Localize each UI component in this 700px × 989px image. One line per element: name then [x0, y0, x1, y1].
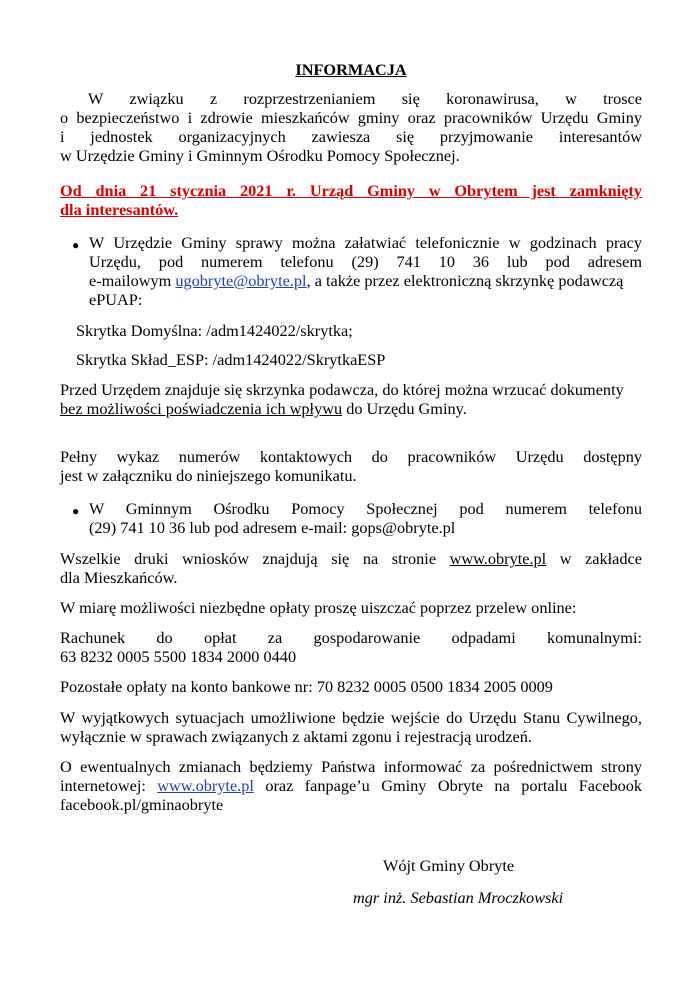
website-link[interactable]: www.obryte.pl [449, 549, 547, 568]
forms-line: Wszelkie druki wniosków znajdują się na stronie www.obryte.pl w zakładce [60, 549, 642, 568]
usc-line: W wyjątkowych sytuacjach umożliwione będzie wejście do Urzędu Stanu Cywilnego, [60, 708, 642, 727]
closed-notice-line: dla interesantów. [60, 200, 179, 219]
changes-line: O ewentualnych zmianach będziemy Państwa informować za pośrednictwem strony [60, 757, 642, 776]
mailbox-line: Przed Urzędem znajduje się skrzynka podawcza, do której można wrzucać dokumenty [60, 380, 624, 399]
email-link[interactable]: ugobryte@obryte.pl [175, 271, 307, 290]
bullet-gops-line: W Gminnym Ośrodku Pomocy Społecznej pod numerem telefonu [89, 499, 642, 518]
changes-line: facebook.pl/gminaobryte [60, 795, 224, 814]
intro-line: W związku z rozprzestrzenianiem się koronawirusa, w trosce [88, 89, 642, 108]
skrytka-sklad-esp: Skrytka Skład_ESP: /adm1424022/SkrytkaESP [76, 350, 386, 369]
forms-line: dla Mieszkańców. [60, 568, 178, 587]
document-title: INFORMACJA [295, 60, 407, 79]
changes-line: internetowej: www.obryte.pl oraz fanpage’u Gminy Obryte na portalu Facebook [60, 776, 643, 795]
contacts-line: jest w załączniku do niniejszego komunikatu. [60, 466, 357, 485]
intro-line: o bezpieczeństwo i zdrowie mieszkańców gminy oraz pracowników Urzędu Gminy [60, 108, 642, 127]
waste-account-number: 63 8232 0005 5500 1834 2000 0440 [60, 647, 297, 666]
contacts-line: Pełny wykaz numerów kontaktowych do pracowników Urzędu dostępny [60, 447, 642, 466]
skrytka-domyslna: Skrytka Domyślna: /adm1424022/skrytka; [76, 321, 353, 340]
bullet-icon: ● [72, 238, 80, 252]
bullet-urzad-line: Urzędu, pod numerem telefonu (29) 741 10 36 lub pod adresem [89, 252, 642, 271]
payments-text: W miarę możliwości niezbędne opłaty proszę uiszczać poprzez przelew online: [60, 598, 577, 617]
signature-name: mgr inż. Sebastian Mroczkowski [353, 888, 564, 907]
other-fees-text: Pozostałe opłaty na konto bankowe nr: 70 8232 0005 0500 1834 2005 0009 [60, 677, 553, 696]
signature-role: Wójt Gminy Obryte [383, 856, 515, 875]
intro-line: w Urzędzie Gminy i Gminnym Ośrodku Pomocy Społecznej. [60, 146, 460, 165]
bullet-icon: ● [72, 504, 80, 518]
intro-line: i jednostek organizacyjnych zawiesza się przyjmowanie interesantów [60, 127, 642, 146]
bullet-gops-line: (29) 741 10 36 lub pod adresem e-mail: gops@obryte.pl [89, 518, 456, 537]
waste-account-label: Rachunek do opłat za gospodarowanie odpadami komunalnymi: [60, 628, 642, 647]
website-link[interactable]: www.obryte.pl [157, 776, 254, 795]
closed-notice-line: Od dnia 21 stycznia 2021 r. Urząd Gminy w Obrytem jest zamknięty [60, 181, 642, 200]
bullet-urzad-line: ePUAP: [89, 290, 143, 309]
usc-line: wyłącznie w sprawach związanych z aktami zgonu i rejestracją urodzeń. [60, 727, 532, 746]
bullet-urzad-line: W Urzędzie Gminy sprawy można załatwiać telefonicznie w godzinach pracy [89, 233, 642, 252]
mailbox-line: bez możliwości poświadczenia ich wpływu do Urzędu Gminy. [60, 399, 467, 418]
bullet-urzad-line: e-mailowym ugobryte@obryte.pl, a także przez elektroniczną skrzynkę podawczą [89, 271, 624, 290]
